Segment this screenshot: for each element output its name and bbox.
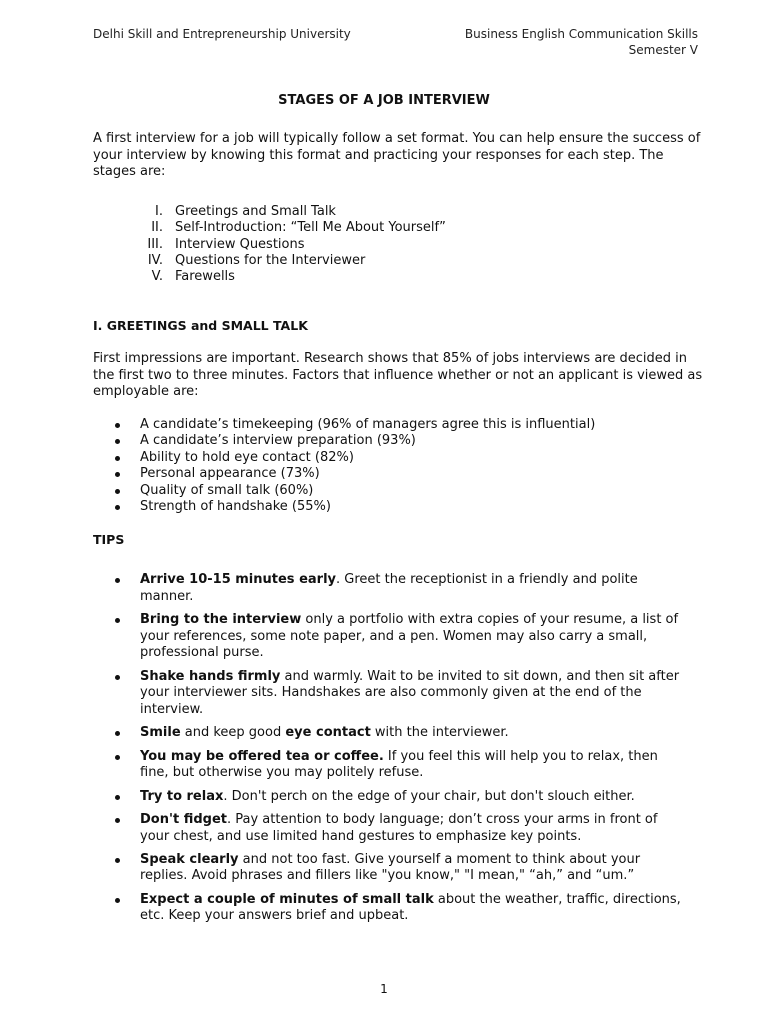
greetings-paragraph	[93, 351, 703, 401]
list-item	[93, 433, 693, 449]
list-item	[93, 450, 693, 466]
greetings-text: First impressions are important. Research shows that 85% of jobs interviews are decided in the first two to three minutes. Factors that influence whether or not an applicant is viewed as employable are:	[93, 351, 703, 399]
list-item	[93, 466, 693, 482]
stage-item	[93, 237, 593, 253]
factor-text: Ability to hold eye contact (82%)	[140, 449, 354, 465]
stage-number: II.	[151, 220, 163, 236]
list-item	[93, 812, 683, 845]
list-item	[93, 612, 683, 662]
tip-text: and warmly. Wait to be invited to sit down, and then sit after your interviewer sits. Handshakes are also commonly given at the end of the interview.	[140, 668, 680, 717]
intro-text: A first interview for a job will typically follow a set format. You can help ensure the success of your interview by knowing this format and practicing your responses for each step. The stages are:	[93, 131, 701, 179]
bullet-icon	[115, 505, 120, 510]
list-item	[93, 417, 693, 433]
factor-text: A candidate’s timekeeping (96% of managers agree this is influential)	[140, 417, 596, 432]
list-item	[93, 483, 693, 499]
intro-paragraph	[93, 131, 703, 181]
bullet-icon	[115, 423, 120, 428]
tip-bold: Arrive 10-15 minutes early	[140, 572, 336, 587]
bullet-icon	[115, 675, 120, 680]
tip-bold: Speak clearly	[140, 851, 239, 867]
bullet-icon	[115, 456, 120, 461]
tip-text: . Don't perch on the edge of your chair, but don't slouch either.	[223, 788, 635, 804]
header-semester: Semester V	[628, 43, 698, 57]
factor-text: Quality of small talk (60%)	[140, 482, 314, 498]
list-item	[93, 852, 683, 885]
tip-bold: Shake hands firmly	[140, 668, 281, 684]
stage-item	[93, 269, 593, 285]
factor-text: Strength of handshake (55%)	[140, 499, 331, 515]
list-item	[93, 892, 683, 925]
list-item	[93, 749, 683, 782]
header-course-title: Business English Communication Skills	[464, 27, 698, 41]
bullet-icon	[115, 898, 120, 903]
tip-text: and not too fast. Give yourself a moment to think about your replies. Avoid phrases and fillers like "you know," "I mean," “ah,” and “um.”	[140, 851, 641, 884]
stage-item	[93, 253, 593, 269]
bullet-icon	[115, 439, 120, 444]
stage-item	[93, 220, 593, 236]
tip-bold: Smile	[140, 725, 181, 741]
factor-text: Personal appearance (73%)	[140, 466, 320, 482]
bullet-icon	[115, 755, 120, 760]
tip-text: with the interviewer.	[370, 725, 509, 741]
page-number: 1	[380, 982, 388, 996]
tip-text: . Greet the receptionist in a friendly and polite manner.	[140, 572, 638, 604]
tip-text: If you feel this will help you to relax, then fine, but otherwise you may politely refuse.	[140, 748, 658, 781]
stage-item	[93, 204, 593, 220]
tip-text: and keep good	[180, 725, 286, 741]
tips-list	[93, 572, 683, 932]
tip-bold: You may be offered tea or coffee.	[140, 748, 384, 764]
list-item	[93, 725, 683, 742]
bullet-icon	[115, 858, 120, 863]
list-item	[93, 499, 693, 515]
tip-bold: Expect a couple of minutes of small talk	[140, 891, 434, 907]
tip-bold: Bring to the interview	[140, 611, 302, 627]
bullet-icon	[115, 618, 120, 623]
tip-text: . Pay attention to body language; don’t cross your arms in front of your chest, and use limited hand gestures to emphasize key points.	[140, 811, 658, 844]
stage-number: I.	[155, 204, 163, 219]
list-item	[93, 669, 683, 719]
stage-label: Interview Questions	[175, 236, 305, 252]
stage-number: IV.	[147, 252, 163, 268]
stage-number: V.	[151, 269, 163, 285]
stage-label: Greetings and Small Talk	[175, 204, 336, 219]
section-heading-tips: TIPS	[93, 532, 125, 547]
stage-label: Self-Introduction: “Tell Me About Yourself”	[175, 220, 446, 236]
header-course	[465, 26, 698, 58]
page-title: STAGES OF A JOB INTERVIEW	[278, 93, 490, 108]
bullet-icon	[115, 818, 120, 823]
tip-bold: Try to relax	[140, 788, 224, 804]
bullet-icon	[115, 578, 120, 583]
stage-label: Farewells	[175, 269, 235, 285]
stages-list	[93, 204, 593, 285]
tip-bold: eye contact	[285, 725, 371, 741]
bullet-icon	[115, 795, 120, 800]
stage-label: Questions for the Interviewer	[175, 252, 366, 268]
list-item	[93, 789, 683, 806]
tip-text: only a portfolio with extra copies of your resume, a list of your references, some note paper, and a pen. Women may also carry a small, professional purse.	[140, 611, 679, 661]
factor-text: A candidate’s interview preparation (93%)	[140, 433, 416, 449]
list-item	[93, 572, 683, 605]
bullet-icon	[115, 731, 120, 736]
factors-list	[93, 417, 693, 515]
bullet-icon	[115, 489, 120, 494]
section-heading-greetings: I. GREETINGS and SMALL TALK	[93, 318, 308, 333]
bullet-icon	[115, 472, 120, 477]
header-university: Delhi Skill and Entrepreneurship University	[93, 27, 351, 41]
tip-bold: Don't fidget	[140, 811, 227, 827]
tip-text: about the weather, traffic, directions, etc. Keep your answers brief and upbeat.	[140, 891, 681, 924]
stage-number: III.	[147, 236, 163, 252]
